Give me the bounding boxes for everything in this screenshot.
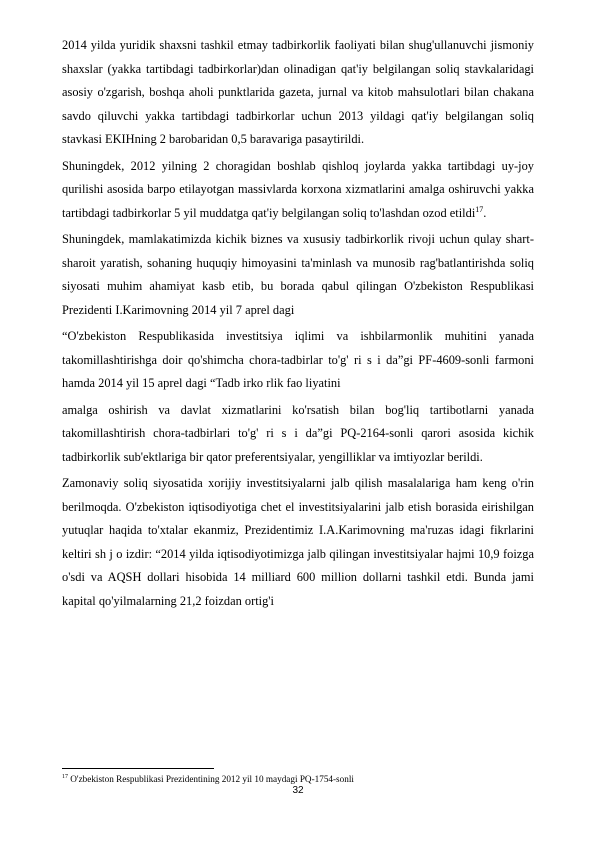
paragraph-2 xyxy=(62,155,534,226)
footnote-reference[interactable]: 17 xyxy=(475,204,484,214)
footnote-text: O'zbekiston Respublikasi Prezidentining 2012 yil 10 maydagi PQ-1754-sonli xyxy=(68,774,354,784)
paragraph-4-text: “O'zbekiston Respublikasida investitsiya iqlimi va ishbilarmonlik muhitini yanada takomillashtirishga doir qo'shimcha chora-tadbirlar to'g' ri s i da”gi PF-4609-sonli farmoni hamda 2014 yil 15 aprel dagi “Tadb irko rlik fao liyatini xyxy=(62,329,534,390)
footnote-number: 17 xyxy=(62,773,68,780)
paragraph-6 xyxy=(62,472,534,613)
paragraph-4 xyxy=(62,325,534,396)
paragraph-3 xyxy=(62,228,534,322)
paragraph-6-text: Zamonaviy soliq siyosatida xorijiy investitsiyalarni jalb qilish masalalariga ham keng o'rin berilmoqda. O'zbekiston iqtisodiyotiga chet el investitsiyalarini jalb etish borasida eirishilgan yutuqlar haqida to'xtalar ekanmiz, Prezidentimiz I.A.Karimovning ma'ruzas idagi fikrlarini keltiri sh j o izdir: “2014 yilda iqtisodiyotimizga jalb qilingan investitsiyalar hajmi 10,9 foizga o'sdi va AQSH dollari hisobida 14 milliard 600 million dollarni tashkil etdi. Bunda jami kapital qo'yilmalarning 21,2 foizdan ortig'i xyxy=(62,476,534,608)
footnote xyxy=(62,773,534,785)
paragraph-5 xyxy=(62,399,534,470)
paragraph-1 xyxy=(62,34,534,152)
paragraph-3-text: Shuningdek, mamlakatimizda kichik biznes va xususiy tadbirkorlik rivoji uchun qulay shart-sharoit yaratish, sohaning huquqiy himoyasini ta'minlash va munosib rag'batlantirishda soliq siyosati muhim ahamiyat kasb etib, bu borada qabul qilingan O'zbekiston Respublikasi Prezidenti I.Karimovning 2014 yil 7 aprel dagi xyxy=(62,232,534,317)
page-number: 32 xyxy=(292,785,304,796)
paragraph-5-text: amalga oshirish va davlat xizmatlarini ko'rsatish bilan bog'liq tartibotlarni yanada takomillashtirish chora-tadbirlari to'g' ri s i da”gi PQ-2164-sonli qarori asosida kichik tadbirkorlik sub'ektlariga bir qator preferentsiyalar, yengilliklar va imtiyozlar berildi. xyxy=(62,402,534,464)
document-body xyxy=(62,34,534,616)
footnote-divider xyxy=(62,768,214,769)
paragraph-1-text: 2014 yilda yuridik shaxsni tashkil etmay tadbirkorlik faoliyati bilan shug'ullanuvchi jismoniy shaxslar (yakka tartibdagi tadbirkorlar)dan olinadigan qat'iy belgilangan soliq stavkalaridagi asosiy o'zgarish, boshqa aholi punktlarida gazeta, jurnal va kitob mahsulotlari bilan chakana savdo qiluvchi yakka tartibdagi tadbirkorlar uchun 2013 yildagi qat'iy belgilangan soliq stavkasi EKIHning 2 barobaridan 0,5 baravariga pasaytirildi. xyxy=(62,38,534,146)
paragraph-2-tail: . xyxy=(483,205,487,220)
paragraph-2-text: Shuningdek, 2012 yilning 2 choragidan boshlab qishloq joylarda yakka tartibdagi uy-joy qurilishi asosida barpo etilayotgan massivlarda korxona xizmatlarini amalga oshiruvchi yakka tartibdagi tadbirkorlar 5 yil muddatga qat'iy belgilangan soliq to'lashdan ozod etildi xyxy=(62,158,534,220)
